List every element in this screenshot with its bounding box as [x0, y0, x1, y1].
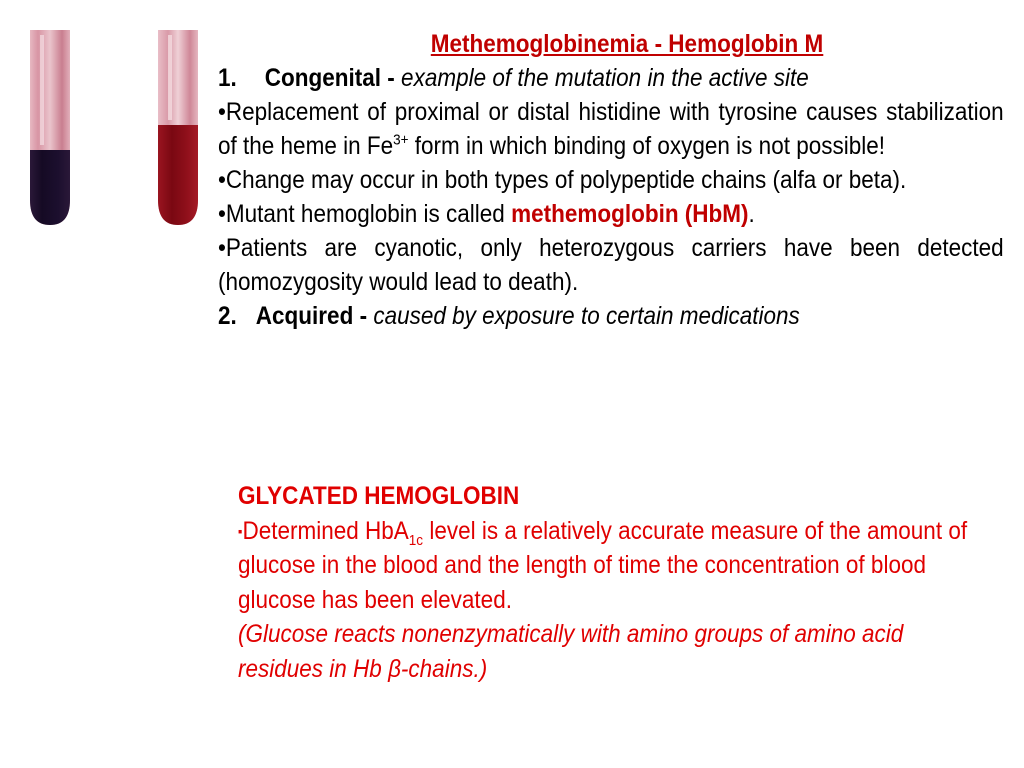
- bullet-text-end: .: [748, 200, 755, 228]
- bullet-replacement: [218, 95, 1004, 163]
- bullet-text-cont: form in which binding of oxygen is not possible!: [408, 132, 886, 160]
- glycated-title: GLYCATED HEMOGLOBIN: [238, 482, 520, 510]
- square-bullet-icon: ▪: [238, 522, 243, 539]
- glycated-note: (Glucose reacts nonenzymatically with amino groups of amino acid residues in Hb β-chains.): [238, 620, 904, 683]
- tube-red-blood-image: [148, 25, 208, 230]
- bullet-icon: •: [218, 166, 226, 194]
- glycated-hemoglobin-section: [238, 479, 985, 686]
- section-title: Methemoglobinemia - Hemoglobin M: [430, 30, 824, 58]
- item-description: caused by exposure to certain medications: [373, 302, 800, 330]
- glycated-text: Determined HbA: [242, 516, 409, 545]
- hbm-term: methemoglobin (HbM): [511, 200, 749, 228]
- bullet-icon: •: [218, 98, 226, 126]
- item-description: example of the mutation in the active site: [401, 64, 809, 92]
- bullet-mutant: [218, 197, 1004, 231]
- hba1c-subscript: 1c: [408, 531, 424, 549]
- bullet-icon: •: [218, 200, 226, 228]
- item-number: 2.: [218, 302, 237, 330]
- bullet-text: Patients are cyanotic, only heterozygous carriers have been detected (homozygosity would lead to death).: [218, 234, 1004, 296]
- glycated-text-cont: level is a relatively accurate measure of the amount of glucose in the blood and the length of time the concentration of blood glucose has been elevated.: [238, 516, 968, 614]
- bullet-text: Mutant hemoglobin is called: [225, 200, 512, 228]
- item-acquired: [218, 299, 1004, 333]
- item-label: Acquired -: [255, 302, 368, 330]
- bullet-change: [218, 163, 1004, 197]
- bullet-patients: [218, 231, 1004, 299]
- bullet-icon: •: [218, 234, 226, 262]
- glycated-bullet: [238, 514, 985, 618]
- bullet-text: Change may occur in both types of polypeptide chains (alfa or beta).: [225, 166, 907, 194]
- bullet-text: Replacement of proximal or distal histidine with tyrosine causes stabilization of the heme in Fe: [218, 98, 1004, 160]
- item-number: 1.: [218, 64, 237, 92]
- item-congenital: [218, 61, 1004, 95]
- methemoglobinemia-section: [218, 27, 1004, 333]
- section-title-line: [218, 27, 1004, 61]
- fe-superscript: 3+: [393, 131, 409, 149]
- item-label: Congenital -: [264, 64, 395, 92]
- tube-dark-blood-image: [20, 25, 80, 230]
